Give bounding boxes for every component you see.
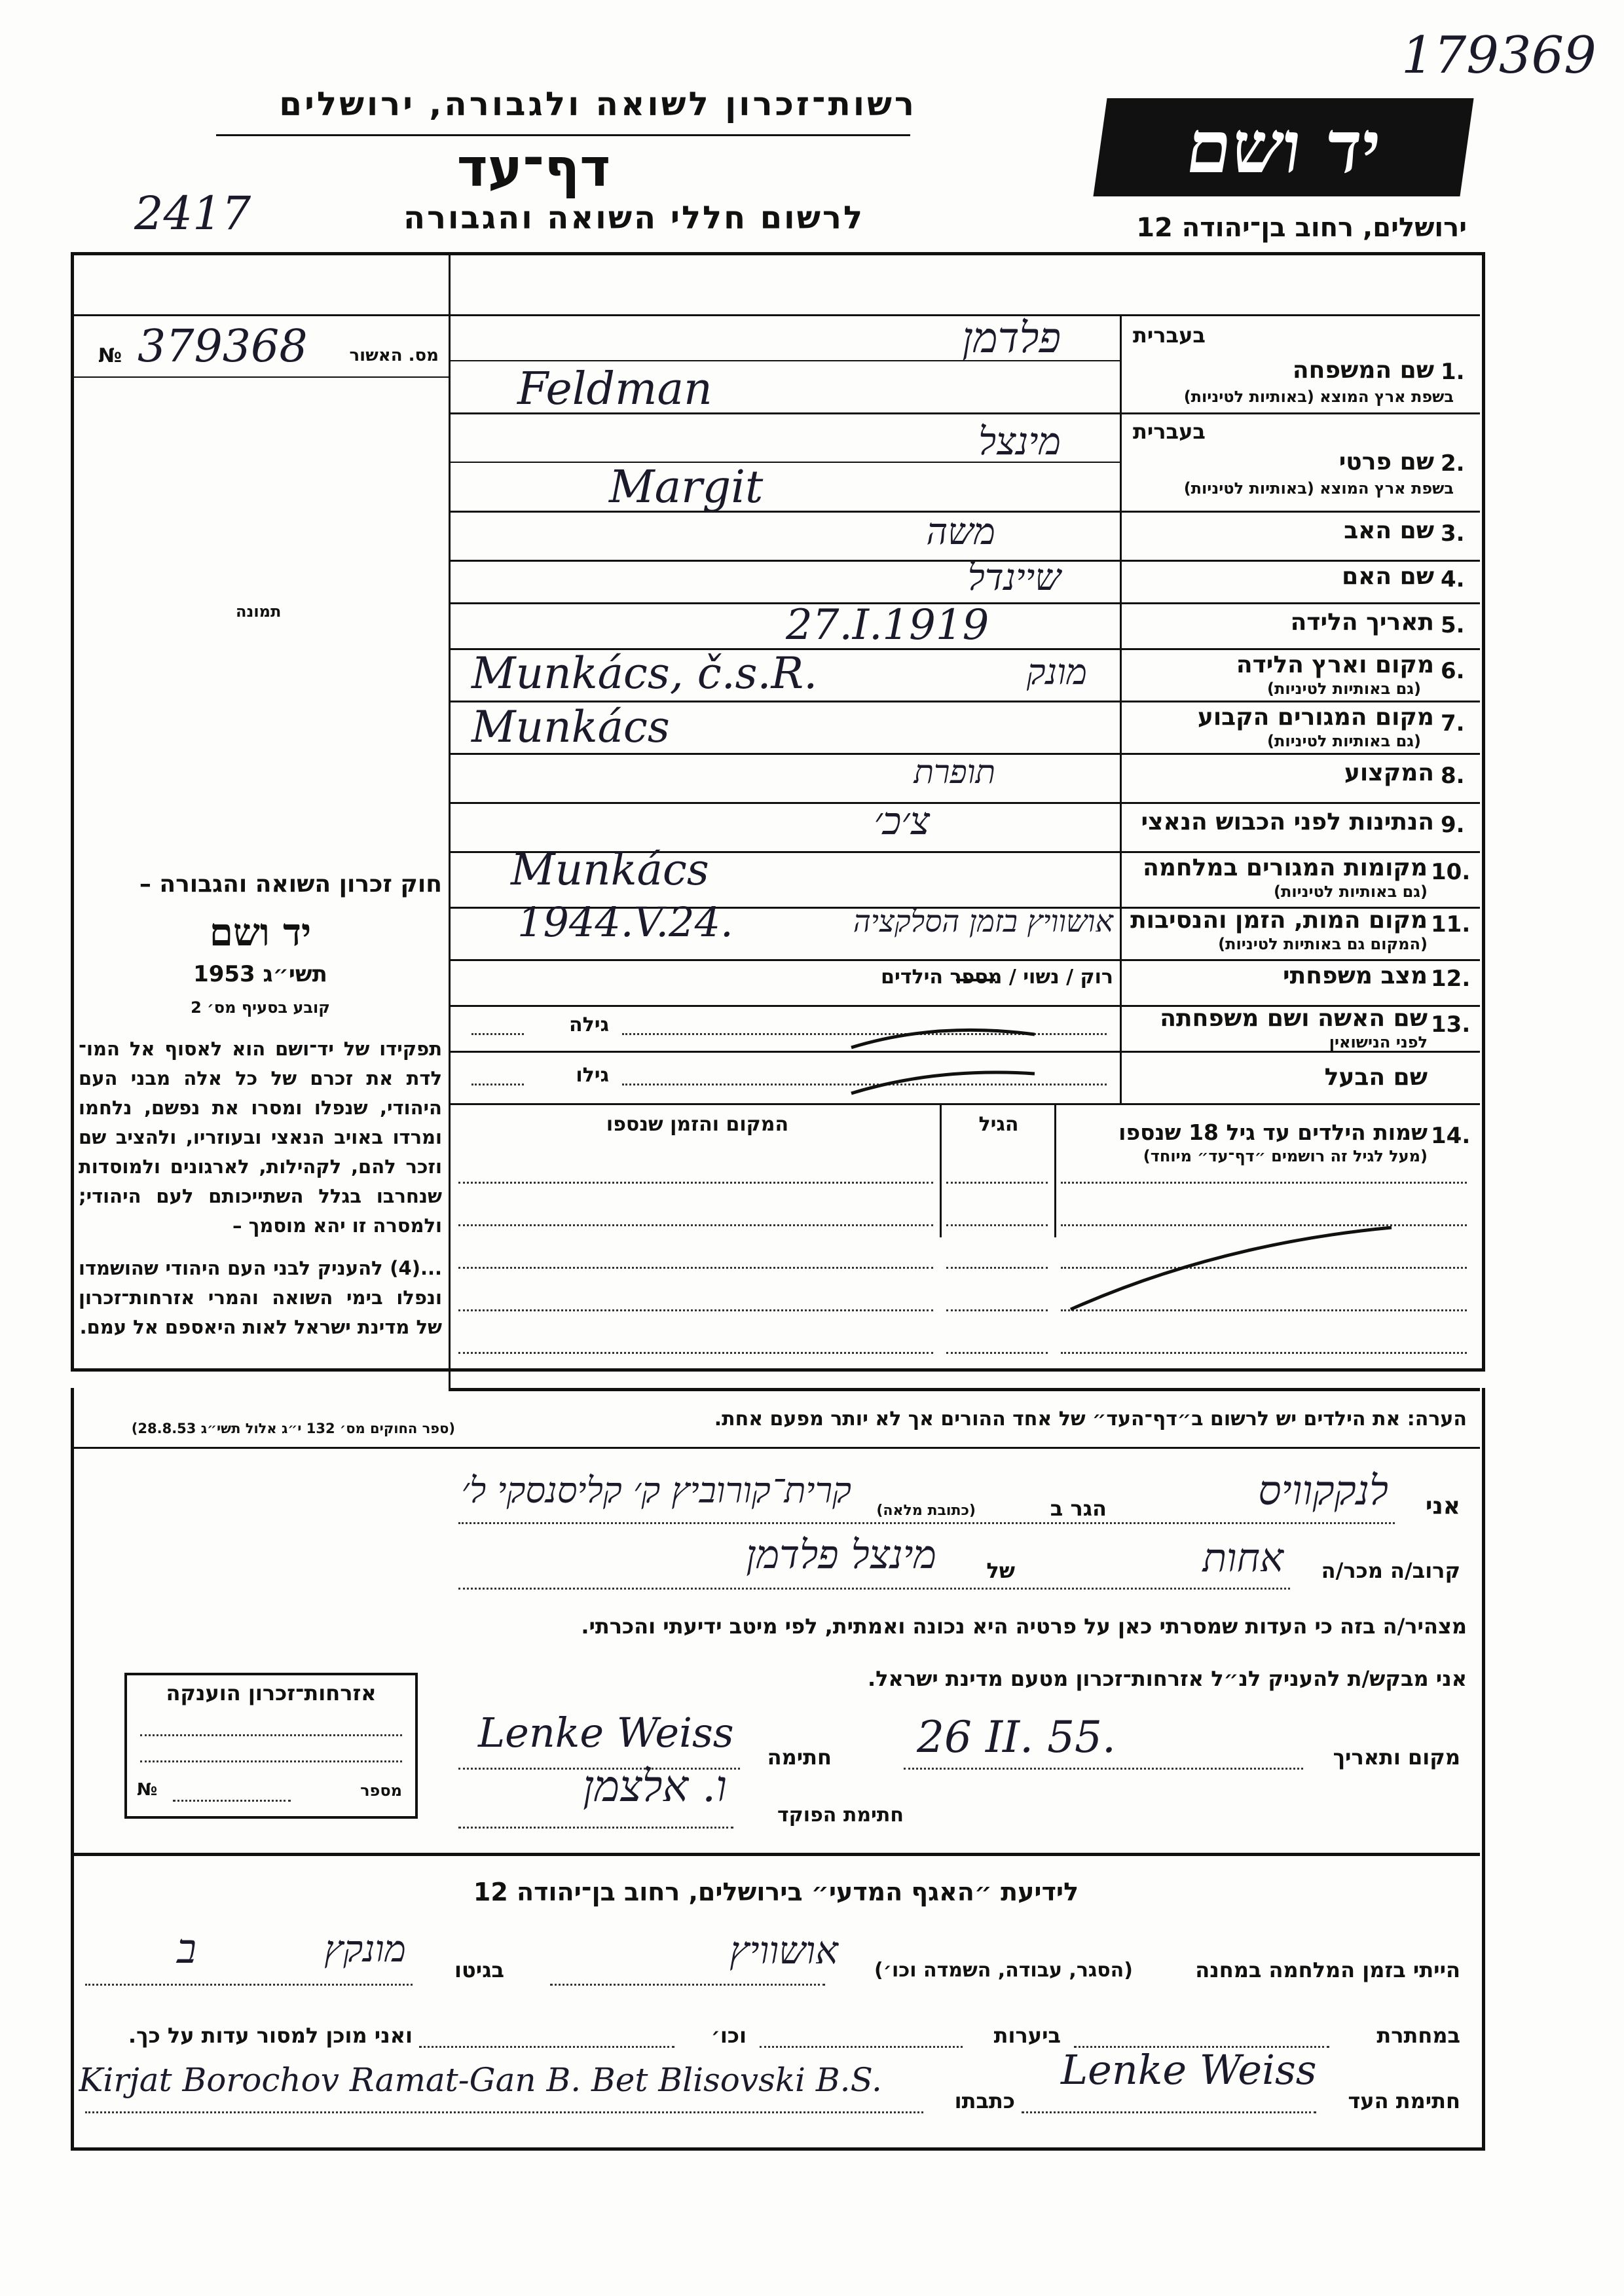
certificate-prefix: № <box>98 344 122 367</box>
field-6-num: 6. <box>1441 658 1465 684</box>
strike-marks <box>838 1015 1048 1100</box>
citizenship-number-prefix: № <box>137 1780 158 1800</box>
statement-1: מצהיר/ה בזה כי העדות שמסרתי כאן על פרטיה היא נכונה ואמתית, לפי מיטב ידיעתי והכרתי. <box>581 1614 1467 1639</box>
field-1-hint: בשפת ארץ המוצא (באותיות לטיניות) <box>1183 388 1454 406</box>
children-label: שמות הילדים עד גיל 18 שנספו <box>1118 1120 1428 1145</box>
handwritten-code: 2417 <box>134 187 251 240</box>
family-name-latin[interactable]: Feldman <box>517 363 712 415</box>
field-8-num: 8. <box>1441 763 1465 789</box>
field-11-hint: (המקום גם באותיות לטיניות) <box>1218 935 1428 953</box>
resides-label: הגר ב <box>1050 1496 1107 1521</box>
declarant-signature[interactable]: Lenke Weiss <box>478 1709 734 1757</box>
field-1-num: 1. <box>1441 359 1465 385</box>
field-12-label: מצב משפחתי <box>1283 962 1428 989</box>
woods-label: ביערות <box>993 2023 1061 2048</box>
field-5-num: 5. <box>1441 612 1465 638</box>
field-4-num: 4. <box>1441 566 1465 592</box>
birth-place[interactable]: Munkács, č.s.R. <box>471 648 818 699</box>
citizenship-title: אזרחות־זכרון הוענקה <box>166 1681 377 1705</box>
field-12-num: 12. <box>1431 966 1471 992</box>
declarant-label: אני <box>1425 1493 1460 1520</box>
ready-text: ואני מוכן למסור עדות על כך. <box>128 2023 413 2048</box>
law-year: תשי״ג 1953 <box>193 961 327 987</box>
logo-text: יד ושם <box>1181 105 1386 189</box>
field-2-label: שם פרטי <box>1338 448 1434 475</box>
field-9-label: הנתינות לפני הכבוש הנאצי <box>1141 809 1434 835</box>
field-10-num: 10. <box>1431 859 1471 885</box>
authority-title: רשות־זכרון לשואה ולגבורה, ירושלים <box>279 85 917 123</box>
first-name-hebrew[interactable]: מינצל <box>978 419 1061 464</box>
residence[interactable]: Munkács <box>471 702 670 752</box>
camp-value[interactable]: אושוויץ <box>729 1928 838 1973</box>
children-hint: (מעל לגיל זה רושמים ״דף־עד״ מיוחד) <box>1143 1147 1428 1165</box>
profession[interactable]: תופרת <box>913 753 995 791</box>
field-6-hint: (גם באותיות לטיניות) <box>1267 680 1421 698</box>
field-1-label: שם המשפחה <box>1292 357 1434 384</box>
ghetto-value[interactable]: מונקץ <box>324 1928 406 1971</box>
field-1-tag: בעברית <box>1133 323 1206 348</box>
of-label: של <box>986 1558 1015 1583</box>
official-label: חתימת הפוקד <box>777 1804 904 1827</box>
law-title: חוק זכרון השואה והגבורה – <box>139 871 442 898</box>
etc-label: וכו׳ <box>710 2023 747 2048</box>
intel-title: לידיעת ״האגף המדעי״ בירושלים, רחוב בן־יהודה 12 <box>473 1878 1079 1906</box>
field-3-num: 3. <box>1441 520 1465 547</box>
address: ירושלים, רחוב בן־יהודה 12 <box>1136 213 1467 243</box>
field-10-label: מקומות המגורים במלחמה <box>1143 854 1428 881</box>
mother-name[interactable]: שיינדל <box>967 556 1061 599</box>
certificate-number: 379368 <box>138 321 308 373</box>
field-2-tag: בעברית <box>1133 419 1206 444</box>
wartime-residence[interactable]: Munkács <box>511 845 709 895</box>
underground-label: במחתרת <box>1376 2023 1460 2048</box>
yad-vashem-logo <box>1093 98 1473 196</box>
witness-address-label: כתבתו <box>954 2088 1015 2113</box>
witness-address[interactable]: Kirjat Borochov Ramat-Gan B. Bet Blisovski B.S. <box>79 2061 882 2099</box>
form-subtitle: לרשום חללי השואה והגבורה <box>403 200 864 236</box>
marital-status[interactable]: רוק / נשוי / מספר הילדים <box>881 966 1113 989</box>
ghetto-mark: ב <box>177 1925 196 1973</box>
birth-place-hebrew[interactable]: מונק <box>1026 651 1087 693</box>
field-2-num: 2. <box>1441 450 1465 477</box>
archive-stamp-number: 179369 <box>1401 26 1596 85</box>
children-place-header: המקום והזמן שנספו <box>606 1113 789 1136</box>
field-13-label: שם האשה ושם משפחתה <box>1160 1005 1428 1032</box>
field-11-num: 11. <box>1431 911 1471 938</box>
victim-name[interactable]: מינצל פלדמן <box>746 1532 936 1578</box>
husband-label: שם הבעל <box>1324 1064 1428 1091</box>
place-date-label: מקום ותאריך <box>1333 1745 1460 1770</box>
first-name-latin[interactable]: Margit <box>609 462 764 513</box>
field-11-label: מקום המות, הזמן והנסיבות <box>1130 907 1428 934</box>
camp-label: הייתי בזמן המלחמה במחנה <box>1195 1958 1460 1982</box>
form-title: דף־עד <box>456 137 611 198</box>
field-5-label: תאריך הלידה <box>1290 609 1434 636</box>
law-text-2: ...(4) להעניק לבני העם היהודי שהושמדו ונפלו בימי השואה והמרי אזרחות־זכרון של מדינת ישראל לאות היאספם אל עמם. <box>79 1257 442 1338</box>
certificate-label: מס. האשור <box>349 346 439 365</box>
field-7-num: 7. <box>1441 710 1465 737</box>
nationality[interactable]: צ׳כ׳ <box>874 799 930 843</box>
children-age-header: הגיל <box>978 1113 1019 1136</box>
ghetto-label: בגיטו <box>454 1958 504 1982</box>
field-10-hint: (גם באותיות לטיניות) <box>1274 883 1428 901</box>
law-name: יד ושם <box>209 910 312 955</box>
witness-signature[interactable]: Lenke Weiss <box>1061 2046 1317 2094</box>
death-place[interactable]: אושוויץ בזמן הסלקציה <box>853 903 1113 939</box>
law-clause: קובע בסעיף מס׳ 2 <box>191 998 330 1017</box>
relation-label: קרוב/ה מכר/ה <box>1321 1558 1460 1583</box>
law-citation: (ספר החוקים מס׳ 132 י״ג אלול תשי״ג 28.8.53) <box>131 1421 455 1436</box>
citizenship-box <box>124 1673 418 1819</box>
children-strike <box>1061 1218 1401 1316</box>
resides-hint: (כתובת מלאה) <box>876 1503 976 1519</box>
signature-label: חתימה <box>767 1745 832 1770</box>
field-7-label: מקום המגורים הקבוע <box>1197 704 1434 731</box>
note-text: הערה: את הילדים יש לרשום ב״דף־העד״ של אחד ההורים אך לא יותר מפעם אחת. <box>714 1408 1467 1430</box>
wife-age-label: גילה <box>569 1013 609 1036</box>
field-4-label: שם האם <box>1342 563 1434 590</box>
birth-date[interactable]: 27.I.1919 <box>786 601 989 649</box>
official-signature[interactable]: ו. אלצמן <box>583 1761 727 1812</box>
field-7-hint: (גם באותיות לטיניות) <box>1267 732 1421 750</box>
statement-2: אני מבקש/ת להעניק לנ״ל אזרחות־זכרון מטעם מדינת ישראל. <box>868 1666 1467 1691</box>
field-13-hint: לפני הנישואין <box>1329 1033 1428 1051</box>
field-8-label: המקצוע <box>1344 759 1434 786</box>
field-13-num: 13. <box>1431 1011 1471 1038</box>
field-6-label: מקום וארץ הלידה <box>1236 651 1434 678</box>
field-3-label: שם האב <box>1344 517 1434 544</box>
death-date[interactable]: 1944.V.24. <box>517 898 733 946</box>
law-text-1: תפקידו של יד־ושם הוא לאסוף אל המו־ לדת את זכרם של כל אלה מבני העם היהודי, שנפלו ומסרו את נפשם, נלחמו ומרדו באויב הנאצי ובעוזריו, ולהציב שם וזכר להם, לקהילות, לארגונים ולמוסדות שנחרבו בגלל השתייכותם לעם היהודי; ולמסרה זו יהא מוסמך – <box>79 1038 442 1237</box>
father-name[interactable]: משה <box>926 511 995 553</box>
citizenship-number-label: מספר <box>360 1781 402 1800</box>
husband-age-label: גילו <box>576 1064 609 1087</box>
declarant-address[interactable]: קרית־קורוביץ ק׳ קליסנסקי ל׳ <box>461 1470 851 1511</box>
field-2-hint: בשפת ארץ המוצא (באותיות לטיניות) <box>1183 479 1454 498</box>
photo-label: תמונה <box>236 602 282 621</box>
declaration-date[interactable]: 26 II. 55. <box>917 1712 1116 1762</box>
witness-sig-label: חתימת העד <box>1348 2088 1460 2113</box>
relation-value[interactable]: אחות <box>1202 1535 1283 1581</box>
field-14-num: 14. <box>1431 1123 1471 1149</box>
family-name-hebrew[interactable]: פלדמן <box>962 314 1061 363</box>
camp-hint: (הסגר, עבודה, השמדה וכו׳) <box>874 1959 1133 1982</box>
declarant-name[interactable]: לנקקוויס <box>1258 1467 1388 1514</box>
field-9-num: 9. <box>1441 812 1465 838</box>
